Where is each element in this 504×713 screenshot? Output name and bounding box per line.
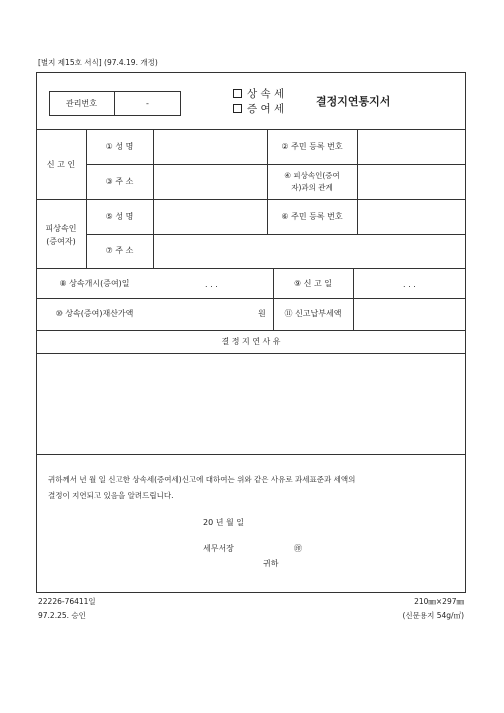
tax-amount-label: ⑪ 신고납부세액 [284, 309, 342, 318]
checkbox-icon[interactable] [233, 104, 242, 113]
delay-reason-field[interactable] [37, 354, 465, 453]
tax-amount-field[interactable] [354, 299, 465, 329]
decedent-address-field[interactable] [154, 235, 465, 267]
decedent-name-label: ⑤ 성 명 [105, 212, 134, 221]
checkbox-icon[interactable] [233, 89, 242, 98]
relation-label-line1: ④ 피상속인(증여 [284, 171, 340, 180]
document-title: 결정지연통지서 [316, 95, 391, 108]
footer-paper-size: 210㎜×297㎜ [414, 597, 464, 606]
property-value-field[interactable] [154, 299, 272, 329]
report-date-value[interactable]: . . . [403, 280, 416, 289]
recipient-label: 귀하 [263, 559, 279, 568]
reporter-address-field[interactable] [154, 165, 266, 198]
decedent-resident-field[interactable] [358, 200, 465, 233]
notice-line2: 결정이 지연되고 있음을 알려드립니다. [48, 491, 174, 500]
mgmt-number-value: - [146, 99, 149, 108]
start-date-label: ⑧ 상속개시(증여)일 [59, 279, 130, 288]
reporter-name-field[interactable] [154, 130, 266, 163]
report-date-label: ⑨ 신 고 일 [294, 279, 332, 288]
decedent-label-line2: (증여자) [46, 237, 76, 246]
decedent-name-field[interactable] [154, 200, 266, 233]
start-date-value[interactable]: . . . [205, 280, 218, 289]
delay-reason-header: 결 정 지 연 사 유 [221, 337, 281, 346]
footer-code: 22226-76411일 [38, 597, 96, 606]
form-reference: [별지 제15호 서식] (97.4.19. 개정) [38, 58, 158, 67]
reporter-label: 신 고 인 [46, 160, 76, 169]
reporter-resident-label: ② 주민 등록 번호 [281, 142, 343, 151]
property-value-unit: 원 [258, 309, 266, 318]
footer-paper-type: (신문용지 54g/㎡) [402, 611, 464, 620]
relation-field[interactable] [358, 165, 465, 198]
decedent-resident-label: ⑥ 주민 등록 번호 [281, 212, 343, 221]
option-inheritance-tax[interactable]: 상 속 세 [233, 89, 284, 100]
reporter-address-label: ③ 주 소 [105, 177, 134, 186]
option-gift-tax[interactable]: 증 여 세 [233, 104, 284, 115]
footer-approval: 97.2.25. 승인 [38, 611, 86, 620]
decedent-address-label: ⑦ 주 소 [105, 246, 134, 255]
seal-icon: ㊞ [294, 544, 302, 553]
notice-line1: 귀하께서 년 월 일 신고한 상속세(증여세)신고에 대하여는 위와 같은 사유로 과세표준과 세액의 [48, 475, 356, 484]
relation-label-line2: 자)과의 관계 [291, 183, 333, 192]
reporter-name-label: ① 성 명 [105, 142, 134, 151]
decedent-label-line1: 피상속인 [45, 224, 77, 233]
mgmt-number-label: 관리번호 [66, 99, 97, 108]
tax-office-head: 세무서장 [203, 544, 234, 553]
property-value-label: ⑩ 상속(증여)재산가액 [55, 309, 134, 318]
notice-date: 20 년 월 일 [203, 518, 244, 527]
reporter-resident-field[interactable] [358, 130, 465, 163]
